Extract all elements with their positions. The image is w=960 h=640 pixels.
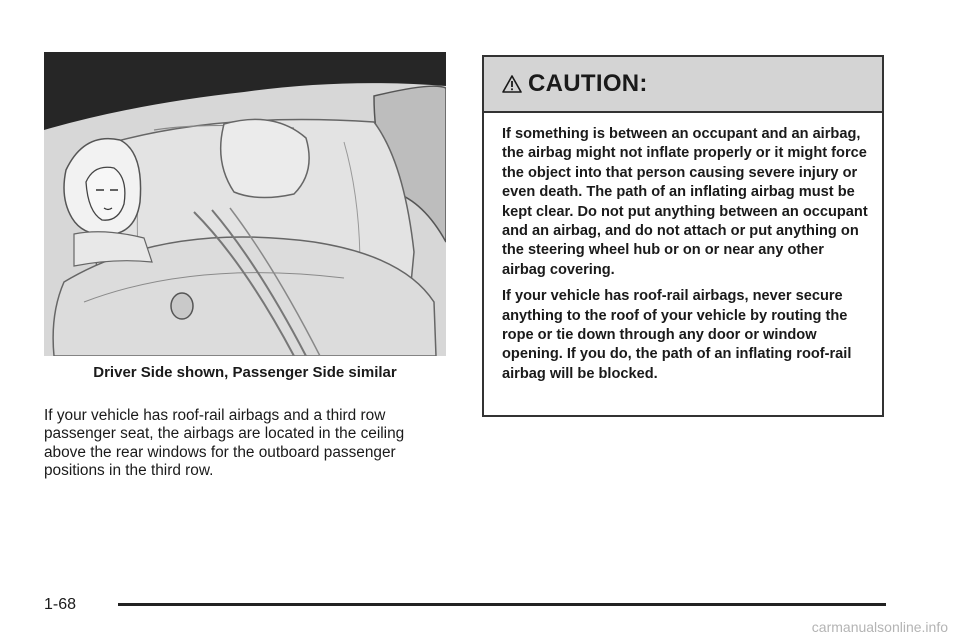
warning-triangle-icon (502, 74, 522, 94)
caution-title: CAUTION: (528, 70, 648, 97)
seat-illustration-drawing (44, 52, 446, 356)
caution-box (482, 55, 884, 417)
caution-body (484, 113, 882, 384)
caution-paragraph: If your vehicle has roof-rail airbags, never secure anything to the roof of your vehicle by routing the rope or tie down through any door or window opening. If you do, the path of an inflating roof-rail airbag will be blocked. (502, 288, 852, 382)
footer-rule (118, 603, 886, 606)
caution-paragraph: If something is between an occupant and an airbag, the airbag might not inflate properly or it might force the object into that person causing severe injury or even death. The path of an inflating airbag must be kept clear. Do not put anything between an occupant and an airbag, and do not attach or put anything on the steering wheel hub or on or near any other airbag covering. (502, 126, 868, 278)
watermark: carmanualsonline.info (811, 619, 948, 635)
page-number: 1-68 (44, 596, 77, 613)
seat-illustration (44, 52, 446, 356)
body-paragraph: If your vehicle has roof-rail airbags and a third row passenger seat, the airbags are located in the ceiling above the rear windows for the outboard passenger positions in the third row. (44, 407, 405, 479)
caution-header (484, 57, 882, 113)
figure-caption: Driver Side shown, Passenger Side similar (93, 364, 397, 381)
